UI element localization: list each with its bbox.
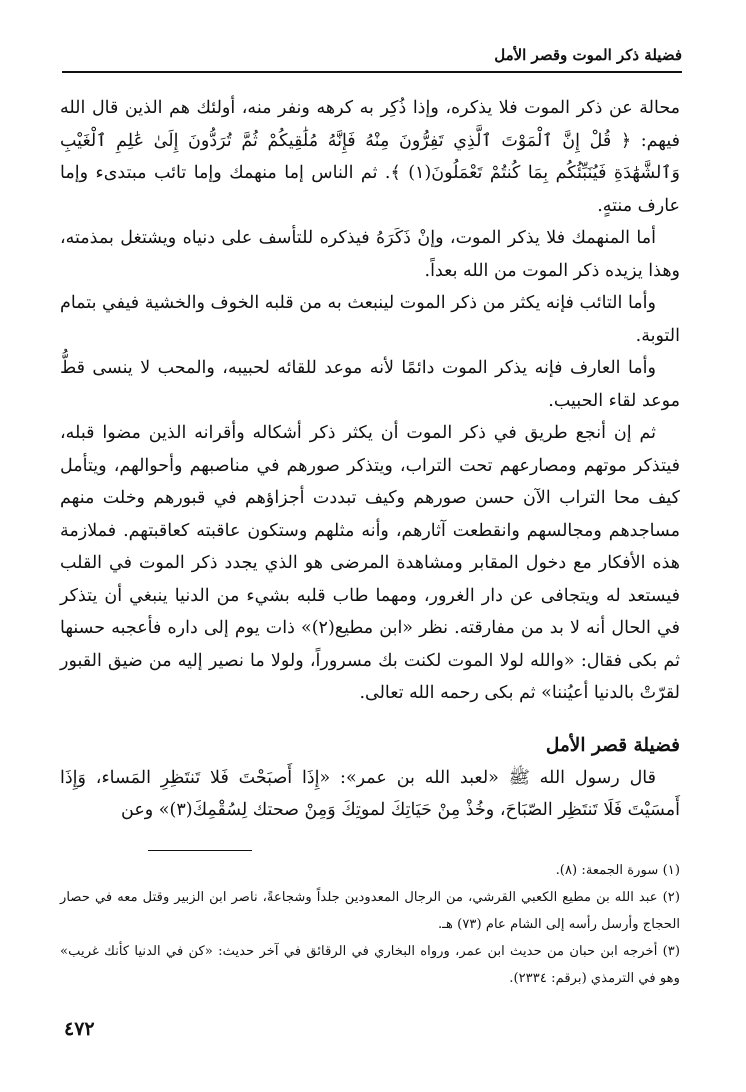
paragraph: أما المنهمك فلا يذكر الموت، وإنْ ذَكَرَهُ فيذكره للتأسف على دنياه ويشتغل بمذمته، وهذا يزيده ذكر الموت من الله بعداً.: [60, 228, 680, 281]
paragraph: قال رسول الله ﷺ «لعبد الله بن عمر»: «إِذَا أَصبَحْتَ فَلا تَنتَظِرِ المَساء، وَإِذَا أَمسَيْتَ فَلَا تَنتَظِر الصّبَاحَ، وخُذْ مِنْ حَيَاتِكَ لموتِكَ وَمِنْ صحتك لِسُقْمِكَ(٣)» وعن: [60, 767, 680, 820]
footnote: (٣) أخرجه ابن حبان من حديث ابن عمر، ورواه البخاري في الرقائق في آخر حديث: «كن في الدنيا كأنك غريب» وهو في الترمذي (برقم: ٢٣٣٤).: [60, 944, 680, 986]
paragraph: وأما التائب فإنه يكثر من ذكر الموت لينبعث به من قلبه الخوف والخشية فيفي بتمام التوبة.: [60, 293, 680, 346]
running-title: فضيلة ذكر الموت وقصر الأمل: [494, 46, 682, 64]
paragraph: محالة عن ذكر الموت فلا يذكره، وإذا ذُكِر به كرهه ونفر منه، أولئك هم الذين قال الله فيهم: ﴿ قُلْ إِنَّ ٱلْمَوْتَ ٱلَّذِي تَفِرُّونَ مِنْهُ فَإِنَّهُ مُلَٰقِيكُمْ ثُمَّ تُرَدُّونَ إِلَىٰ عَٰلِمِ ٱلْغَيْبِ وَٱلشَّهَٰدَةِ فَيُنَبِّئُكُم بِمَا كُنتُمْ تَعْمَلُونَ(١) ﴾. ثم الناس إما منهمك وإما تائب مبتدىء وإما عارف منتهٍ.: [60, 98, 680, 216]
header-rule: [62, 71, 682, 73]
page-number: ٤٧٢: [64, 1018, 95, 1040]
main-text: [60, 92, 680, 827]
paragraph: وأما العارف فإنه يذكر الموت دائمًا لأنه موعد للقائه لحبيبه، والمحب لا ينسى قطُّ موعد لقاء الحبيب.: [60, 358, 680, 411]
footnote-separator: [148, 850, 252, 851]
section-title: فضيلة قصر الأمل: [545, 734, 680, 756]
footnotes: [60, 857, 680, 992]
footnote: (٢) عبد الله بن مطيع الكعبي القرشي، من الرجال المعدودين جلداً وشجاعةً، ناصر ابن الزبير وقتل معه في حصار الحجاج وأرسل رأسه إلى الشام عام (٧٣) هـ.: [60, 890, 680, 932]
paragraph: ثم إن أنجع طريق في ذكر الموت أن يكثر ذكر أشكاله وأقرانه الذين مضوا قبله، فيتذكر موتهم ومصارعهم تحت التراب، ويتذكر صورهم في مناصبهم وأحوالهم، ويتأمل كيف محا التراب الآن حسن صورهم وكيف تبددت أجزاؤهم في قبورهم وخلت منهم مساجدهم ومجالسهم وانقطعت آثارهم، وأنه مثلهم وستكون عاقبته كعاقبتهم. فملازمة هذه الأفكار مع دخول المقابر ومشاهدة المرضى هو الذي يجدد ذكر الموت في القلب فيستعد له ويتجافى عن دار الغرور، ومهما طاب قلبه بشيء من الدنيا ينبغي أن يتذكر في الحال أنه لا بد من مفارقته. نظر «ابن مطيع(٢)» ذات يوم إلى داره فأعجبه حسنها ثم بكى فقال: «والله لولا الموت لكنت بك مسروراً، ولولا ما نصير إليه من ضيق القبور لقرّتْ بالدنيا أعيُننا» ثم بكى رحمه الله تعالى.: [60, 423, 680, 703]
footnote: (١) سورة الجمعة: (٨).: [555, 863, 680, 878]
